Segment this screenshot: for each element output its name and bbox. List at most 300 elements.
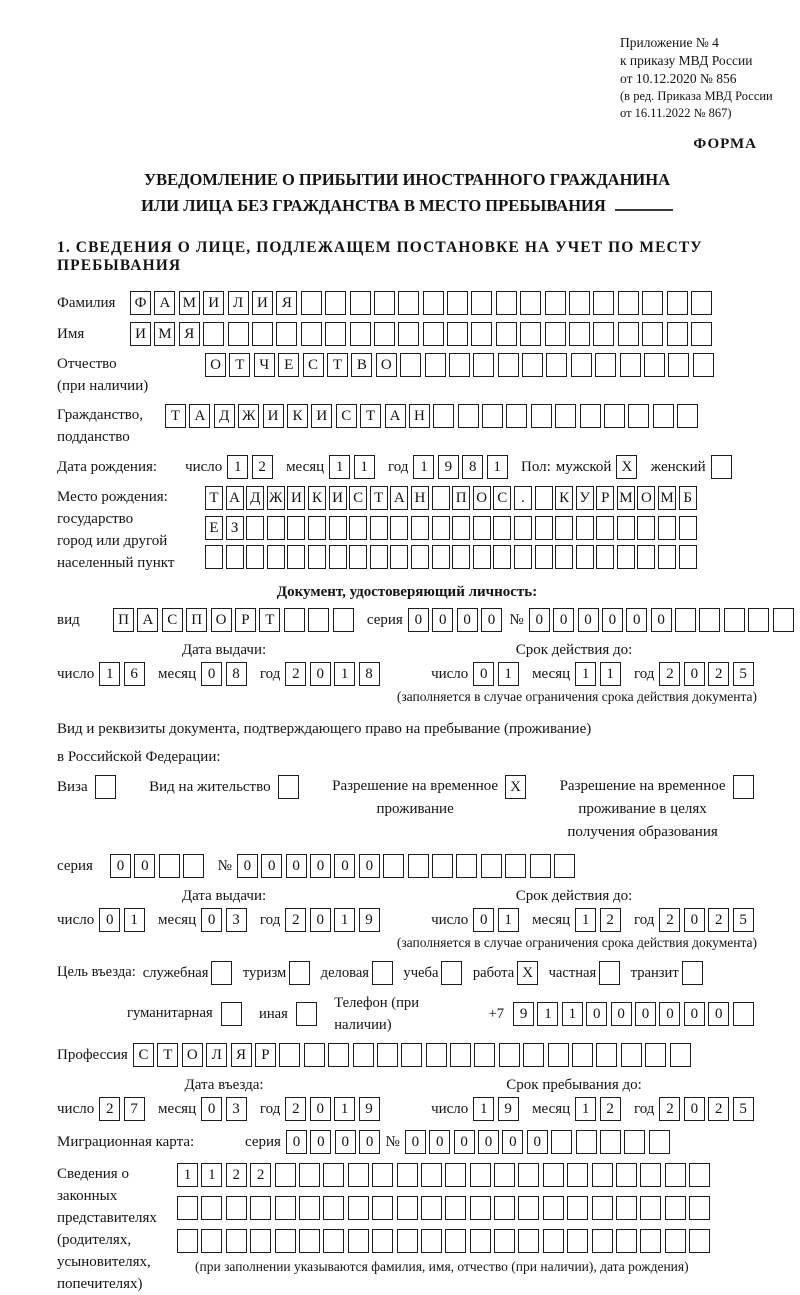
char-box[interactable]: 1 [177, 1163, 198, 1187]
char-box[interactable] [177, 1229, 198, 1253]
char-box[interactable]: 0 [359, 854, 380, 878]
char-box[interactable]: 3 [226, 908, 247, 932]
char-box[interactable]: И [311, 404, 332, 428]
title-blank-underline[interactable] [615, 196, 673, 211]
char-box[interactable]: И [130, 322, 151, 346]
char-box[interactable]: Т [157, 1043, 178, 1067]
char-box[interactable] [284, 608, 305, 632]
char-box[interactable] [496, 322, 517, 346]
char-box[interactable]: Д [246, 486, 264, 510]
char-box[interactable]: X [505, 775, 526, 799]
char-box[interactable] [470, 1229, 491, 1253]
char-box[interactable]: Р [235, 608, 256, 632]
char-box[interactable] [645, 1043, 666, 1067]
char-box[interactable] [372, 1229, 393, 1253]
char-box[interactable] [535, 545, 553, 569]
char-box[interactable] [328, 1043, 349, 1067]
char-box[interactable] [301, 322, 322, 346]
char-box[interactable]: Т [259, 608, 280, 632]
char-box[interactable]: 0 [454, 1130, 475, 1154]
char-box[interactable] [637, 516, 655, 540]
char-box[interactable]: П [452, 486, 470, 510]
char-box[interactable] [493, 545, 511, 569]
char-box[interactable] [551, 1130, 572, 1154]
char-box[interactable]: 1 [498, 662, 519, 686]
char-box[interactable] [691, 291, 712, 315]
char-box[interactable]: 2 [600, 908, 621, 932]
char-box[interactable] [276, 322, 297, 346]
char-box[interactable] [267, 516, 285, 540]
char-box[interactable] [349, 545, 367, 569]
char-box[interactable]: 0 [708, 1002, 729, 1026]
char-box[interactable] [250, 1196, 271, 1220]
char-box[interactable]: 2 [226, 1163, 247, 1187]
char-box[interactable]: 0 [335, 1130, 356, 1154]
char-box[interactable] [383, 854, 404, 878]
char-box[interactable] [474, 1043, 495, 1067]
char-box[interactable] [595, 353, 616, 377]
char-box[interactable]: 9 [498, 1097, 519, 1121]
char-box[interactable] [353, 1043, 374, 1067]
char-box[interactable]: 1 [124, 908, 145, 932]
char-box[interactable] [289, 961, 310, 985]
char-box[interactable]: Т [165, 404, 186, 428]
char-box[interactable]: 0 [457, 608, 478, 632]
char-box[interactable] [408, 854, 429, 878]
char-box[interactable]: 1 [334, 1097, 355, 1121]
char-box[interactable]: 1 [329, 455, 350, 479]
char-box[interactable]: 0 [334, 854, 355, 878]
char-box[interactable]: Я [276, 291, 297, 315]
char-box[interactable]: 0 [429, 1130, 450, 1154]
char-box[interactable] [296, 1002, 317, 1026]
char-box[interactable] [432, 516, 450, 540]
char-box[interactable]: 5 [733, 908, 754, 932]
char-box[interactable]: 0 [684, 1097, 705, 1121]
char-box[interactable]: 0 [473, 908, 494, 932]
char-box[interactable]: С [493, 486, 511, 510]
char-box[interactable]: В [351, 353, 372, 377]
char-box[interactable]: 2 [659, 662, 680, 686]
char-box[interactable] [518, 1196, 539, 1220]
char-box[interactable] [226, 1229, 247, 1253]
char-box[interactable] [531, 404, 552, 428]
char-box[interactable]: И [329, 486, 347, 510]
char-box[interactable] [518, 1229, 539, 1253]
char-box[interactable]: 8 [359, 662, 380, 686]
char-box[interactable]: 2 [285, 908, 306, 932]
char-box[interactable] [621, 1043, 642, 1067]
char-box[interactable] [668, 353, 689, 377]
char-box[interactable]: Я [179, 322, 200, 346]
char-box[interactable] [682, 961, 703, 985]
char-box[interactable]: Л [206, 1043, 227, 1067]
char-box[interactable]: Т [229, 353, 250, 377]
char-box[interactable]: Ж [238, 404, 259, 428]
char-box[interactable] [628, 404, 649, 428]
char-box[interactable] [275, 1196, 296, 1220]
char-box[interactable] [658, 545, 676, 569]
char-box[interactable]: Р [255, 1043, 276, 1067]
char-box[interactable] [325, 291, 346, 315]
char-box[interactable] [348, 1229, 369, 1253]
char-box[interactable]: Б [679, 486, 697, 510]
char-box[interactable] [670, 1043, 691, 1067]
char-box[interactable]: Н [409, 404, 430, 428]
char-box[interactable]: 0 [626, 608, 647, 632]
char-box[interactable]: Л [228, 291, 249, 315]
char-box[interactable]: А [390, 486, 408, 510]
char-box[interactable] [279, 1043, 300, 1067]
char-box[interactable] [452, 516, 470, 540]
char-box[interactable] [711, 455, 732, 479]
char-box[interactable]: 0 [684, 908, 705, 932]
char-box[interactable] [374, 291, 395, 315]
char-box[interactable] [473, 545, 491, 569]
char-box[interactable] [658, 516, 676, 540]
char-box[interactable] [374, 322, 395, 346]
char-box[interactable]: 0 [432, 608, 453, 632]
char-box[interactable]: С [133, 1043, 154, 1067]
char-box[interactable] [473, 516, 491, 540]
char-box[interactable]: 2 [708, 662, 729, 686]
char-box[interactable]: . [514, 486, 532, 510]
char-box[interactable] [520, 291, 541, 315]
char-box[interactable]: О [205, 353, 226, 377]
char-box[interactable] [493, 516, 511, 540]
char-box[interactable]: 6 [124, 662, 145, 686]
char-box[interactable] [95, 775, 116, 799]
char-box[interactable] [596, 1043, 617, 1067]
char-box[interactable] [441, 961, 462, 985]
char-box[interactable] [620, 353, 641, 377]
char-box[interactable]: А [137, 608, 158, 632]
char-box[interactable]: X [616, 455, 637, 479]
char-box[interactable]: 0 [586, 1002, 607, 1026]
char-box[interactable]: 9 [438, 455, 459, 479]
char-box[interactable] [543, 1163, 564, 1187]
char-box[interactable] [689, 1196, 710, 1220]
char-box[interactable]: 0 [286, 1130, 307, 1154]
char-box[interactable]: 2 [99, 1097, 120, 1121]
char-box[interactable]: И [203, 291, 224, 315]
char-box[interactable] [447, 322, 468, 346]
char-box[interactable]: 0 [99, 908, 120, 932]
char-box[interactable]: П [186, 608, 207, 632]
char-box[interactable] [773, 608, 794, 632]
char-box[interactable]: 7 [124, 1097, 145, 1121]
char-box[interactable]: 1 [413, 455, 434, 479]
char-box[interactable] [221, 1002, 242, 1026]
char-box[interactable]: С [303, 353, 324, 377]
char-box[interactable] [177, 1196, 198, 1220]
char-box[interactable]: П [113, 608, 134, 632]
char-box[interactable] [450, 1043, 471, 1067]
char-box[interactable]: С [336, 404, 357, 428]
char-box[interactable] [349, 516, 367, 540]
char-box[interactable]: А [154, 291, 175, 315]
char-box[interactable] [618, 322, 639, 346]
char-box[interactable] [397, 1196, 418, 1220]
char-box[interactable]: Ч [254, 353, 275, 377]
char-box[interactable]: Н [411, 486, 429, 510]
char-box[interactable] [323, 1163, 344, 1187]
char-box[interactable] [545, 322, 566, 346]
char-box[interactable] [494, 1196, 515, 1220]
char-box[interactable] [348, 1196, 369, 1220]
char-box[interactable] [445, 1196, 466, 1220]
char-box[interactable]: 1 [575, 662, 596, 686]
char-box[interactable] [600, 1130, 621, 1154]
char-box[interactable] [226, 545, 244, 569]
char-box[interactable] [592, 1163, 613, 1187]
char-box[interactable] [617, 516, 635, 540]
char-box[interactable]: 0 [635, 1002, 656, 1026]
char-box[interactable]: 0 [134, 854, 155, 878]
char-box[interactable]: 0 [478, 1130, 499, 1154]
char-box[interactable] [496, 291, 517, 315]
char-box[interactable] [350, 322, 371, 346]
char-box[interactable] [592, 1196, 613, 1220]
char-box[interactable] [250, 1229, 271, 1253]
char-box[interactable] [546, 353, 567, 377]
char-box[interactable]: 1 [575, 908, 596, 932]
char-box[interactable]: Я [231, 1043, 252, 1067]
char-box[interactable]: 0 [502, 1130, 523, 1154]
char-box[interactable]: М [617, 486, 635, 510]
char-box[interactable]: 0 [201, 1097, 222, 1121]
char-box[interactable] [514, 516, 532, 540]
char-box[interactable] [226, 1196, 247, 1220]
char-box[interactable]: Т [327, 353, 348, 377]
char-box[interactable] [301, 291, 322, 315]
char-box[interactable] [596, 516, 614, 540]
char-box[interactable] [304, 1043, 325, 1067]
char-box[interactable] [576, 1130, 597, 1154]
char-box[interactable] [275, 1229, 296, 1253]
char-box[interactable]: 0 [529, 608, 550, 632]
char-box[interactable]: 0 [651, 608, 672, 632]
char-box[interactable]: 0 [201, 908, 222, 932]
char-box[interactable] [567, 1229, 588, 1253]
char-box[interactable] [494, 1163, 515, 1187]
char-box[interactable] [506, 404, 527, 428]
char-box[interactable] [201, 1196, 222, 1220]
char-box[interactable]: 1 [334, 662, 355, 686]
char-box[interactable] [642, 291, 663, 315]
char-box[interactable] [617, 545, 635, 569]
char-box[interactable]: Е [278, 353, 299, 377]
char-box[interactable] [644, 353, 665, 377]
char-box[interactable] [411, 545, 429, 569]
char-box[interactable] [675, 608, 696, 632]
char-box[interactable] [372, 1196, 393, 1220]
char-box[interactable] [599, 961, 620, 985]
char-box[interactable] [456, 854, 477, 878]
char-box[interactable] [370, 516, 388, 540]
char-box[interactable] [535, 516, 553, 540]
char-box[interactable]: 0 [473, 662, 494, 686]
char-box[interactable] [445, 1163, 466, 1187]
char-box[interactable]: 8 [226, 662, 247, 686]
char-box[interactable]: Р [596, 486, 614, 510]
char-box[interactable] [665, 1163, 686, 1187]
char-box[interactable] [665, 1196, 686, 1220]
char-box[interactable] [432, 545, 450, 569]
char-box[interactable] [308, 608, 329, 632]
char-box[interactable] [679, 516, 697, 540]
char-box[interactable]: 0 [310, 662, 331, 686]
char-box[interactable] [183, 854, 204, 878]
char-box[interactable] [567, 1163, 588, 1187]
char-box[interactable] [470, 1196, 491, 1220]
char-box[interactable] [522, 353, 543, 377]
char-box[interactable] [299, 1229, 320, 1253]
char-box[interactable] [616, 1163, 637, 1187]
char-box[interactable] [691, 322, 712, 346]
char-box[interactable]: О [182, 1043, 203, 1067]
char-box[interactable]: 0 [527, 1130, 548, 1154]
char-box[interactable] [390, 516, 408, 540]
char-box[interactable] [618, 291, 639, 315]
char-box[interactable]: 2 [659, 1097, 680, 1121]
char-box[interactable]: 1 [498, 908, 519, 932]
char-box[interactable] [748, 608, 769, 632]
char-box[interactable]: Ф [130, 291, 151, 315]
char-box[interactable] [576, 545, 594, 569]
char-box[interactable]: 2 [708, 1097, 729, 1121]
char-box[interactable] [592, 1229, 613, 1253]
char-box[interactable]: 0 [578, 608, 599, 632]
char-box[interactable]: 0 [110, 854, 131, 878]
char-box[interactable] [308, 516, 326, 540]
char-box[interactable] [299, 1196, 320, 1220]
char-box[interactable] [596, 545, 614, 569]
char-box[interactable]: 2 [250, 1163, 271, 1187]
char-box[interactable]: 0 [237, 854, 258, 878]
char-box[interactable] [411, 516, 429, 540]
char-box[interactable]: 1 [473, 1097, 494, 1121]
char-box[interactable]: 2 [285, 662, 306, 686]
char-box[interactable]: 0 [408, 608, 429, 632]
char-box[interactable] [571, 353, 592, 377]
char-box[interactable]: 0 [286, 854, 307, 878]
char-box[interactable] [228, 322, 249, 346]
char-box[interactable] [211, 961, 232, 985]
char-box[interactable]: 1 [354, 455, 375, 479]
char-box[interactable]: О [473, 486, 491, 510]
char-box[interactable]: У [576, 486, 594, 510]
char-box[interactable] [518, 1163, 539, 1187]
char-box[interactable]: О [376, 353, 397, 377]
char-box[interactable]: 9 [513, 1002, 534, 1026]
char-box[interactable]: И [263, 404, 284, 428]
char-box[interactable]: 0 [602, 608, 623, 632]
char-box[interactable] [569, 322, 590, 346]
char-box[interactable]: А [226, 486, 244, 510]
char-box[interactable]: 0 [310, 1130, 331, 1154]
char-box[interactable] [523, 1043, 544, 1067]
char-box[interactable] [426, 1043, 447, 1067]
char-box[interactable] [287, 545, 305, 569]
char-box[interactable] [397, 1163, 418, 1187]
char-box[interactable] [458, 404, 479, 428]
char-box[interactable] [637, 545, 655, 569]
char-box[interactable] [548, 1043, 569, 1067]
char-box[interactable]: 0 [611, 1002, 632, 1026]
char-box[interactable]: И [287, 486, 305, 510]
char-box[interactable] [390, 545, 408, 569]
char-box[interactable] [616, 1196, 637, 1220]
char-box[interactable]: 0 [201, 662, 222, 686]
char-box[interactable] [203, 322, 224, 346]
char-box[interactable] [593, 291, 614, 315]
char-box[interactable] [649, 1130, 670, 1154]
char-box[interactable]: 1 [600, 662, 621, 686]
char-box[interactable] [471, 291, 492, 315]
char-box[interactable] [593, 322, 614, 346]
char-box[interactable]: Т [370, 486, 388, 510]
char-box[interactable] [432, 486, 450, 510]
char-box[interactable]: И [252, 291, 273, 315]
char-box[interactable] [377, 1043, 398, 1067]
char-box[interactable] [679, 545, 697, 569]
char-box[interactable] [449, 353, 470, 377]
char-box[interactable] [616, 1229, 637, 1253]
char-box[interactable]: 0 [405, 1130, 426, 1154]
char-box[interactable] [677, 404, 698, 428]
char-box[interactable] [400, 353, 421, 377]
char-box[interactable] [370, 545, 388, 569]
char-box[interactable] [278, 775, 299, 799]
char-box[interactable]: 5 [733, 1097, 754, 1121]
char-box[interactable]: 0 [659, 1002, 680, 1026]
char-box[interactable]: 2 [659, 908, 680, 932]
char-box[interactable] [329, 545, 347, 569]
char-box[interactable] [481, 854, 502, 878]
char-box[interactable] [159, 854, 180, 878]
char-box[interactable] [267, 545, 285, 569]
char-box[interactable] [372, 1163, 393, 1187]
char-box[interactable] [693, 353, 714, 377]
char-box[interactable]: М [154, 322, 175, 346]
char-box[interactable]: 0 [553, 608, 574, 632]
char-box[interactable] [724, 608, 745, 632]
char-box[interactable] [473, 353, 494, 377]
char-box[interactable]: 1 [487, 455, 508, 479]
char-box[interactable] [576, 516, 594, 540]
char-box[interactable] [499, 1043, 520, 1067]
char-box[interactable] [505, 854, 526, 878]
char-box[interactable] [471, 322, 492, 346]
char-box[interactable]: 1 [575, 1097, 596, 1121]
char-box[interactable] [555, 545, 573, 569]
char-box[interactable]: 1 [334, 908, 355, 932]
char-box[interactable] [498, 353, 519, 377]
char-box[interactable] [433, 404, 454, 428]
char-box[interactable] [667, 322, 688, 346]
char-box[interactable] [421, 1163, 442, 1187]
char-box[interactable] [421, 1196, 442, 1220]
char-box[interactable] [482, 404, 503, 428]
char-box[interactable] [350, 291, 371, 315]
char-box[interactable]: 1 [562, 1002, 583, 1026]
char-box[interactable] [555, 404, 576, 428]
char-box[interactable] [423, 322, 444, 346]
char-box[interactable] [452, 545, 470, 569]
char-box[interactable]: Е [205, 516, 223, 540]
char-box[interactable] [665, 1229, 686, 1253]
